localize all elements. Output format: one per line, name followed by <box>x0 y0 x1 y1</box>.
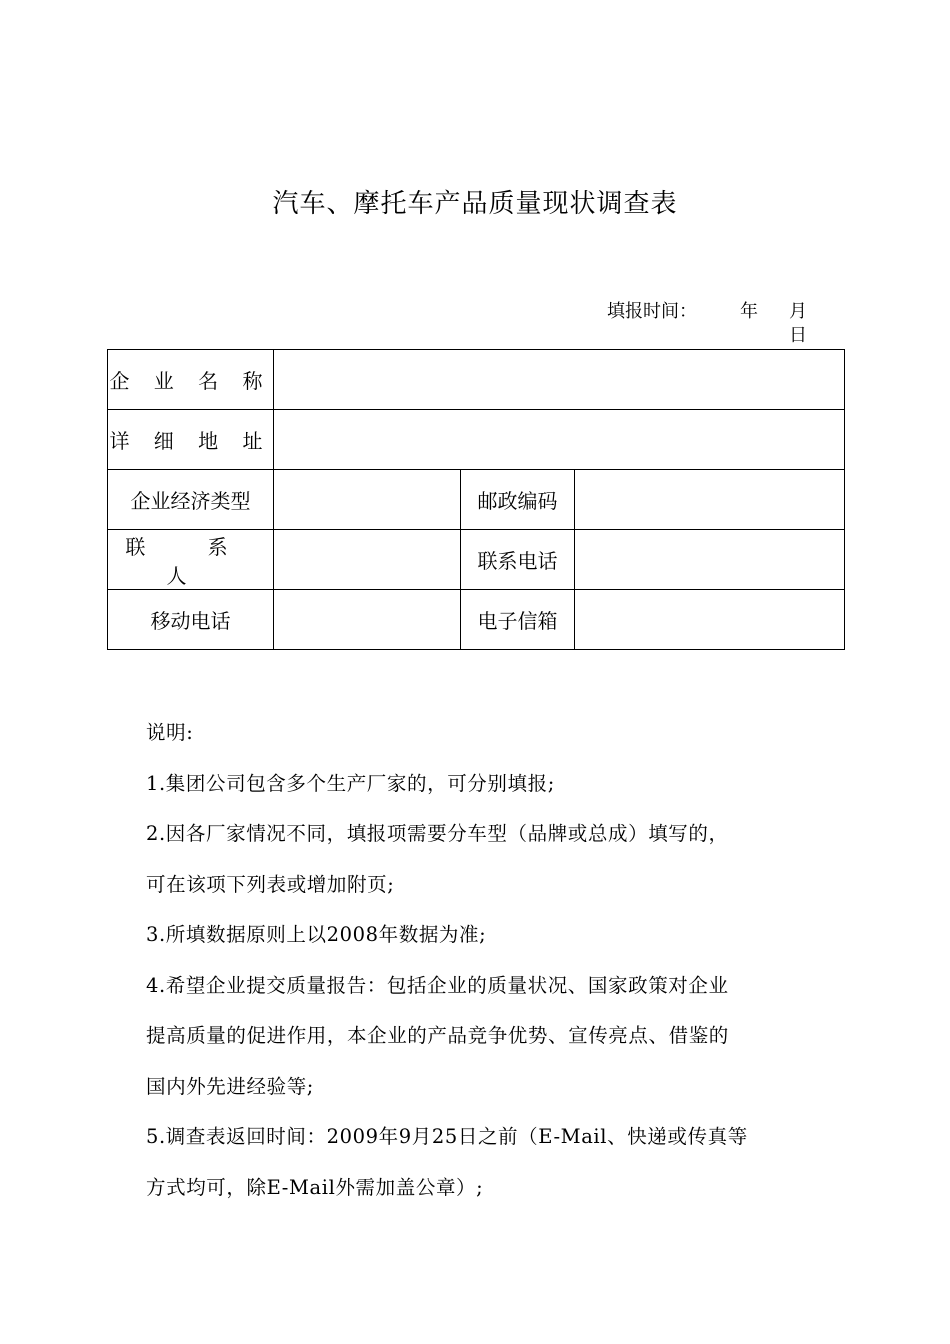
mobile-label: 移动电话 <box>108 590 274 650</box>
notes-line: 1.集团公司包含多个生产厂家的，可分别填报; <box>146 771 555 795</box>
mobile-field[interactable] <box>274 590 461 650</box>
notes-heading: 说明: <box>146 721 194 744</box>
fill-date-year: 年 <box>740 301 758 322</box>
company-info-table <box>107 349 845 650</box>
table-row <box>108 590 845 650</box>
table-row <box>108 350 845 410</box>
notes-line: 国内外先进经验等; <box>146 1074 314 1098</box>
notes-line: 4.希望企业提交质量报告：包括企业的质量状况、国家政策对企业 <box>146 973 729 997</box>
notes-line: 2.因各厂家情况不同，填报项需要分车型（品牌或总成）填写的， <box>146 822 729 845</box>
address-field[interactable] <box>274 410 845 470</box>
phone-field[interactable] <box>575 530 845 590</box>
fill-date-day: 日 <box>789 325 807 346</box>
company-name-field[interactable] <box>274 350 845 410</box>
postcode-field[interactable] <box>575 470 845 530</box>
econ-type-field[interactable] <box>274 470 461 530</box>
table-row <box>108 410 845 470</box>
notes-line: 可在该项下列表或增加附页; <box>146 872 395 896</box>
email-label: 电子信箱 <box>461 590 575 650</box>
company-name-label: 企 业 名 称 <box>108 350 274 410</box>
address-label: 详 细 地 址 <box>108 410 274 470</box>
notes-section <box>146 708 811 1213</box>
notes-line: 方式均可，除E-Mail外需加盖公章）; <box>146 1175 484 1199</box>
notes-line: 3.所填数据原则上以2008年数据为准; <box>146 923 487 946</box>
fill-date-month: 月 <box>789 301 807 322</box>
email-field[interactable] <box>575 590 845 650</box>
postcode-label: 邮政编码 <box>461 470 575 530</box>
phone-label: 联系电话 <box>461 530 575 590</box>
table-row <box>108 470 845 530</box>
contact-label: 联 系 人 <box>108 530 274 590</box>
table-row <box>108 530 845 590</box>
econ-type-label: 企业经济类型 <box>108 470 274 530</box>
notes-line: 5.调查表返回时间：2009年9月25日之前（E-Mail、快递或传真等 <box>146 1125 748 1148</box>
notes-line: 提高质量的促进作用，本企业的产品竞争优势、宣传亮点、借鉴的 <box>146 1024 729 1047</box>
fill-date-label: 填报时间： <box>607 301 697 322</box>
page-title: 汽车、摩托车产品质量现状调查表 <box>272 189 678 219</box>
contact-field[interactable] <box>274 530 461 590</box>
